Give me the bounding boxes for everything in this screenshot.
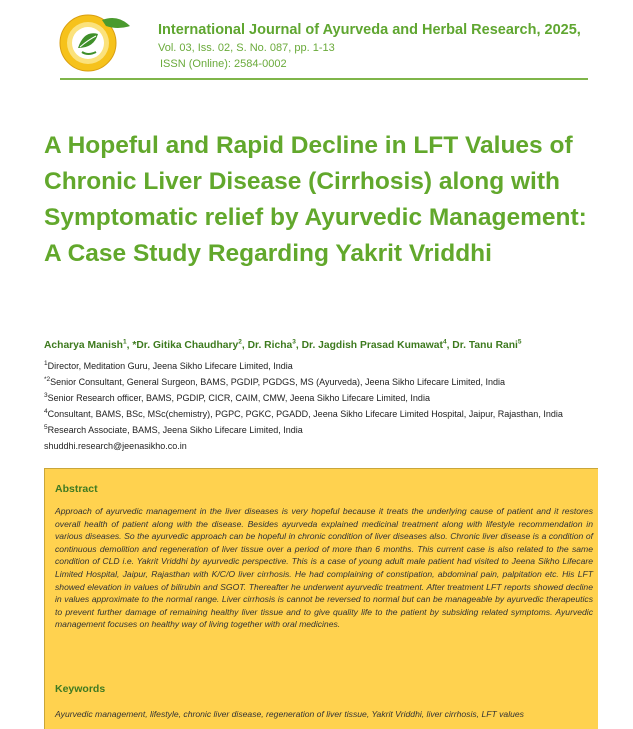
affiliation-line [44, 393, 430, 403]
affiliation-text: Consultant, BAMS, BSc, MSc(chemistry), PGPC, PGKC, PGADD, Jeena Sikho Lifecare Limited Hospital, Jaipur, Rajasthan, India [47, 409, 563, 419]
author-name: Acharya Manish [44, 340, 123, 351]
journal-logo [58, 8, 140, 78]
author-sup: 3 [292, 338, 296, 346]
header-divider [60, 78, 588, 80]
affiliation-sup: 1 [44, 360, 48, 367]
abstract-box [44, 468, 598, 729]
author-sup: 2 [238, 338, 242, 346]
affiliation-text: Senior Research officer, BAMS, PGDIP, CICR, CAIM, CMW, Jeena Sikho Lifecare Limited, India [47, 393, 430, 403]
keywords-text: Ayurvedic management, lifestyle, chronic liver disease, regeneration of liver tissue, Yakrit Vriddhi, liver cirrhosis, LFT values [55, 709, 524, 719]
author-sup: 5 [517, 338, 522, 346]
affiliation-sup: 4 [44, 408, 48, 415]
author-list [44, 340, 522, 351]
journal-name: International Journal of Ayurveda and Herbal Research, 2025, [158, 22, 581, 38]
affiliation-line [44, 361, 293, 371]
author-separator: , [126, 340, 133, 351]
journal-volume-info: Vol. 03, Iss. 02, S. No. 087, pp. 1-13 [158, 42, 335, 54]
article-title: A Hopeful and Rapid Decline in LFT Values of Chronic Liver Disease (Cirrhosis) along with Symptomatic relief by Ayurvedic Management: A Case Study Regarding Yakrit Vriddhi [44, 132, 587, 267]
affiliation-sup: 5 [44, 424, 48, 431]
author-separator: , [295, 340, 302, 351]
abstract-heading: Abstract [55, 483, 98, 495]
journal-issn: ISSN (Online): 2584-0002 [160, 58, 287, 70]
author-name: Dr. Richa [247, 340, 293, 351]
author-name: Dr. Jagdish Prasad Kumawat [301, 340, 443, 351]
keywords-heading: Keywords [55, 683, 106, 695]
journal-seal-icon [58, 8, 140, 78]
author-name: *Dr. Gitika Chaudhary [132, 340, 239, 351]
author-separator: , [241, 340, 248, 351]
affiliation-text: Senior Consultant, General Surgeon, BAMS, PGDIP, PGDGS, MS (Ayurveda), Jeena Sikho Lifecare Limited, India [50, 377, 506, 387]
contact-email[interactable]: shuddhi.research@jeenasikho.co.in [44, 441, 187, 451]
affiliation-sup: *2 [44, 376, 51, 383]
affiliation-line [44, 409, 563, 419]
affiliation-text: Research Associate, BAMS, Jeena Sikho Lifecare Limited, India [47, 425, 303, 435]
affiliation-text: Director, Meditation Guru, Jeena Sikho Lifecare Limited, India [47, 361, 293, 371]
affiliation-sup: 3 [44, 392, 48, 399]
affiliation-line [44, 425, 303, 435]
affiliation-line [44, 377, 505, 387]
author-separator: , [446, 340, 453, 351]
abstract-text: Approach of ayurvedic management in the liver diseases is very hopeful because it treats the underlying cause of patient and it restores overall health of patient along with the disease. Besides ayurveda explained medicinal treatment along with lifestyle recommendation in various diseases. So the ayurvedic approach can be hopeful in chronic condition of liver diseases also. Chronic liver disease is a condition of continuous demolition and regeneration of liver tissue over a period of more than 6 months. This current case is also related to the same condition of CLD i.e. Yakrit Vriddhi by ayurvedic perspective. This is a case of young adult male patient had visited to Jeena Sikho Lifecare Limited Hospital, Jaipur, Rajasthan with K/C/O liver cirrhosis. He had complaining of constipation, abdominal pain, palpitation etc. His LFT showed elevation in values of bilirubin and SGOT. Thereafter he underwent ayurvedic treatment. After treatment LFT reports showed decline in values approximate to the normal range. Liver cirrhosis is cannot be reversed to normal but can be manageable by ayurvedic therapeutics to prevent further damage of remaining healthy liver tissue and to give quality life to the patient by subsiding related symptoms. Ayurvedic management focuses on healthy way of living together with oral medicines. [55, 506, 593, 630]
author-sup: 4 [442, 338, 447, 346]
author-name: Dr. Tanu Rani [452, 340, 518, 351]
author-sup: 1 [122, 338, 127, 346]
